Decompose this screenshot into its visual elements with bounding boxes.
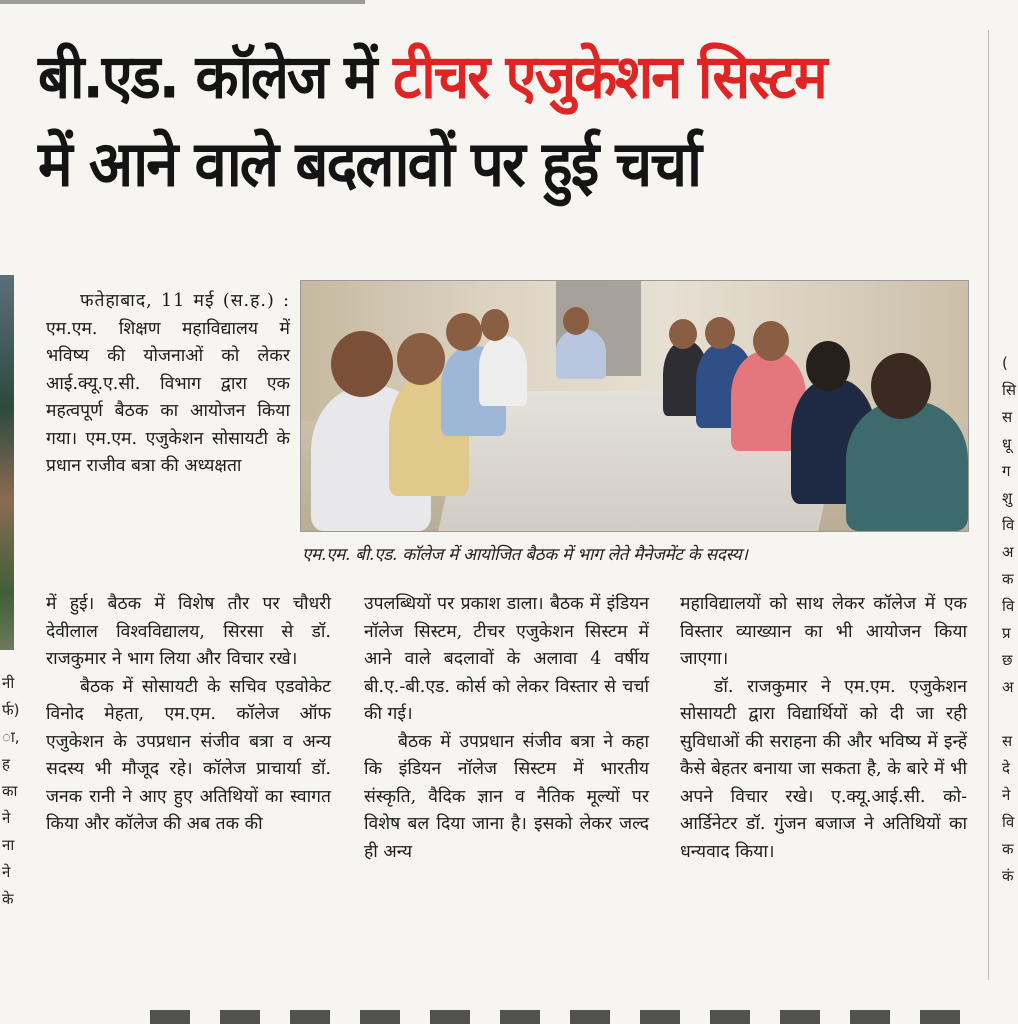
photo-person-head [331, 331, 393, 397]
edge-text-fragment: ह [2, 755, 10, 773]
edge-text-fragment: वि [1002, 813, 1015, 831]
right-neighbor-text [1002, 350, 1018, 890]
left-neighbor-article [0, 30, 20, 990]
edge-text-fragment: का [2, 782, 18, 800]
photo-person-head [397, 333, 445, 385]
photo-caption: एम.एम. बी.एड. कॉलेज में आयोजित बैठक में भाग लेते मैनेजमेंट के सदस्य। [302, 545, 748, 565]
right-neighbor-article [988, 30, 1018, 990]
headline [38, 38, 988, 201]
article-column-3 [680, 591, 967, 866]
edge-text-fragment: के [2, 890, 14, 908]
column-rule [988, 30, 989, 980]
article-column-2 [364, 591, 649, 866]
edge-text-fragment: अ [1002, 678, 1014, 696]
photo-person [556, 329, 606, 379]
article-paragraph: महाविद्यालयों को साथ लेकर कॉलेज में एक विस्तार व्याख्यान का भी आयोजन किया जाएगा। [680, 594, 967, 669]
photo-person-head [806, 341, 850, 391]
article-paragraph: उपलब्धियों पर प्रकाश डाला। बैठक में इंडियन नॉलेज सिस्टम, टीचर एजुकेशन सिस्टम में आने वाले बदलावों के अलावा 4 वर्षीय बी.ए.-बी.एड. कोर्स को लेकर विस्तार से चर्चा की गई। [364, 594, 649, 724]
article-column-1-bottom [46, 591, 331, 839]
edge-text-fragment: ने [2, 863, 11, 881]
photo-person-head [669, 319, 697, 349]
article-paragraph: बैठक में उपप्रधान संजीव बत्रा ने कहा कि इंडियन नॉलेज सिस्टम में भारतीय संस्कृति, वैदिक ज्ञान व नैतिक मूल्यों पर विशेष बल दिया जाना है। इसको लेकर जल्द ही अन्य [364, 731, 649, 862]
photo-person-head [871, 353, 931, 419]
edge-text-fragment: स [1002, 732, 1013, 750]
edge-text-fragment: प्र [1002, 624, 1011, 642]
left-neighbor-photo [0, 275, 14, 650]
edge-text-fragment [1002, 701, 1018, 728]
photo-person-head [753, 321, 789, 361]
top-border-strip [0, 0, 365, 4]
edge-text-fragment: नी [2, 674, 15, 692]
edge-text-fragment: स [1002, 408, 1013, 426]
article-paragraph: एम.एम. शिक्षण महाविद्यालय में भविष्य की योजनाओं को लेकर आई.क्यू.ए.सी. विभाग द्वारा एक महत्वपूर्ण बैठक का आयोजन किया गया। एम.एम. एजुकेशन सोसायटी के प्रधान राजीव बत्रा की अध्यक्षता [46, 318, 290, 476]
edge-text-fragment: सि [1002, 381, 1017, 399]
edge-text-fragment: शु [1002, 489, 1013, 507]
edge-text-fragment: अ [1002, 543, 1014, 561]
article-column-1-top [46, 288, 290, 481]
article-paragraph: डॉ. राजकुमार ने एम.एम. एजुकेशन सोसायटी द्वारा विद्यार्थियों को दी जा रही सुविधाओं की सराहना की और भविष्य में इन्हें कैसे बेहतर बनाया जा सकता है, के बारे में भी अपने विचार रखे। ए.क्यू.आई.सी. को-आर्डिनेटर डॉ. गुंजन बजाज ने अतिथियों का धन्यवाद किया। [680, 676, 967, 862]
edge-text-fragment: ने [1002, 786, 1011, 804]
left-neighbor-text [2, 670, 20, 913]
edge-text-fragment: ग [1002, 462, 1011, 480]
headline-line-2: में आने वाले बदलावों पर हुई चर्चा [38, 127, 701, 201]
edge-text-fragment: दे [1002, 759, 1010, 777]
photo-person [479, 336, 527, 406]
edge-text-fragment: कं [1002, 867, 1014, 885]
edge-text-fragment: क [1002, 570, 1014, 588]
bottom-next-headline [150, 1010, 980, 1024]
edge-text-fragment: ना [2, 836, 15, 854]
edge-text-fragment: धू [1002, 435, 1012, 453]
dateline: फतेहाबाद, 11 मई (स.ह.) : [80, 291, 290, 311]
headline-part-black: बी.एड. कॉलेज में [38, 42, 376, 113]
photo-person-head [563, 307, 589, 335]
photo-person-head [446, 313, 482, 351]
edge-text-fragment: ( [1002, 354, 1008, 372]
article-paragraph: में हुई। बैठक में विशेष तौर पर चौधरी देवीलाल विश्वविद्यालय, सिरसा से डॉ. राजकुमार ने भाग लिया और विचार रखे। [46, 594, 331, 669]
photo-person-head [705, 317, 735, 349]
edge-text-fragment: क [1002, 840, 1014, 858]
photo-person-head [481, 309, 509, 341]
edge-text-fragment: र्फ) [2, 701, 20, 719]
edge-text-fragment: वि [1002, 597, 1015, 615]
article-paragraph: बैठक में सोसायटी के सचिव एडवोकेट विनोद मेहता, एम.एम. कॉलेज ऑफ एजुकेशन के उपप्रधान संजीव बत्रा व अन्य सदस्य भी मौजूद रहे। कॉलेज प्राचार्या डॉ. जनक रानी ने आए हुए अतिथियों का स्वागत किया और कॉलेज की अब तक की [46, 676, 331, 834]
edge-text-fragment: ने [2, 809, 11, 827]
headline-part-red: टीचर एजुकेशन सिस्टम [392, 42, 826, 113]
photo-person [846, 401, 968, 531]
meeting-photo [300, 280, 969, 532]
edge-text-fragment: छ [1002, 651, 1013, 669]
edge-text-fragment: ा, [2, 728, 20, 746]
headline-line-1 [38, 38, 988, 118]
edge-text-fragment: वि [1002, 516, 1015, 534]
